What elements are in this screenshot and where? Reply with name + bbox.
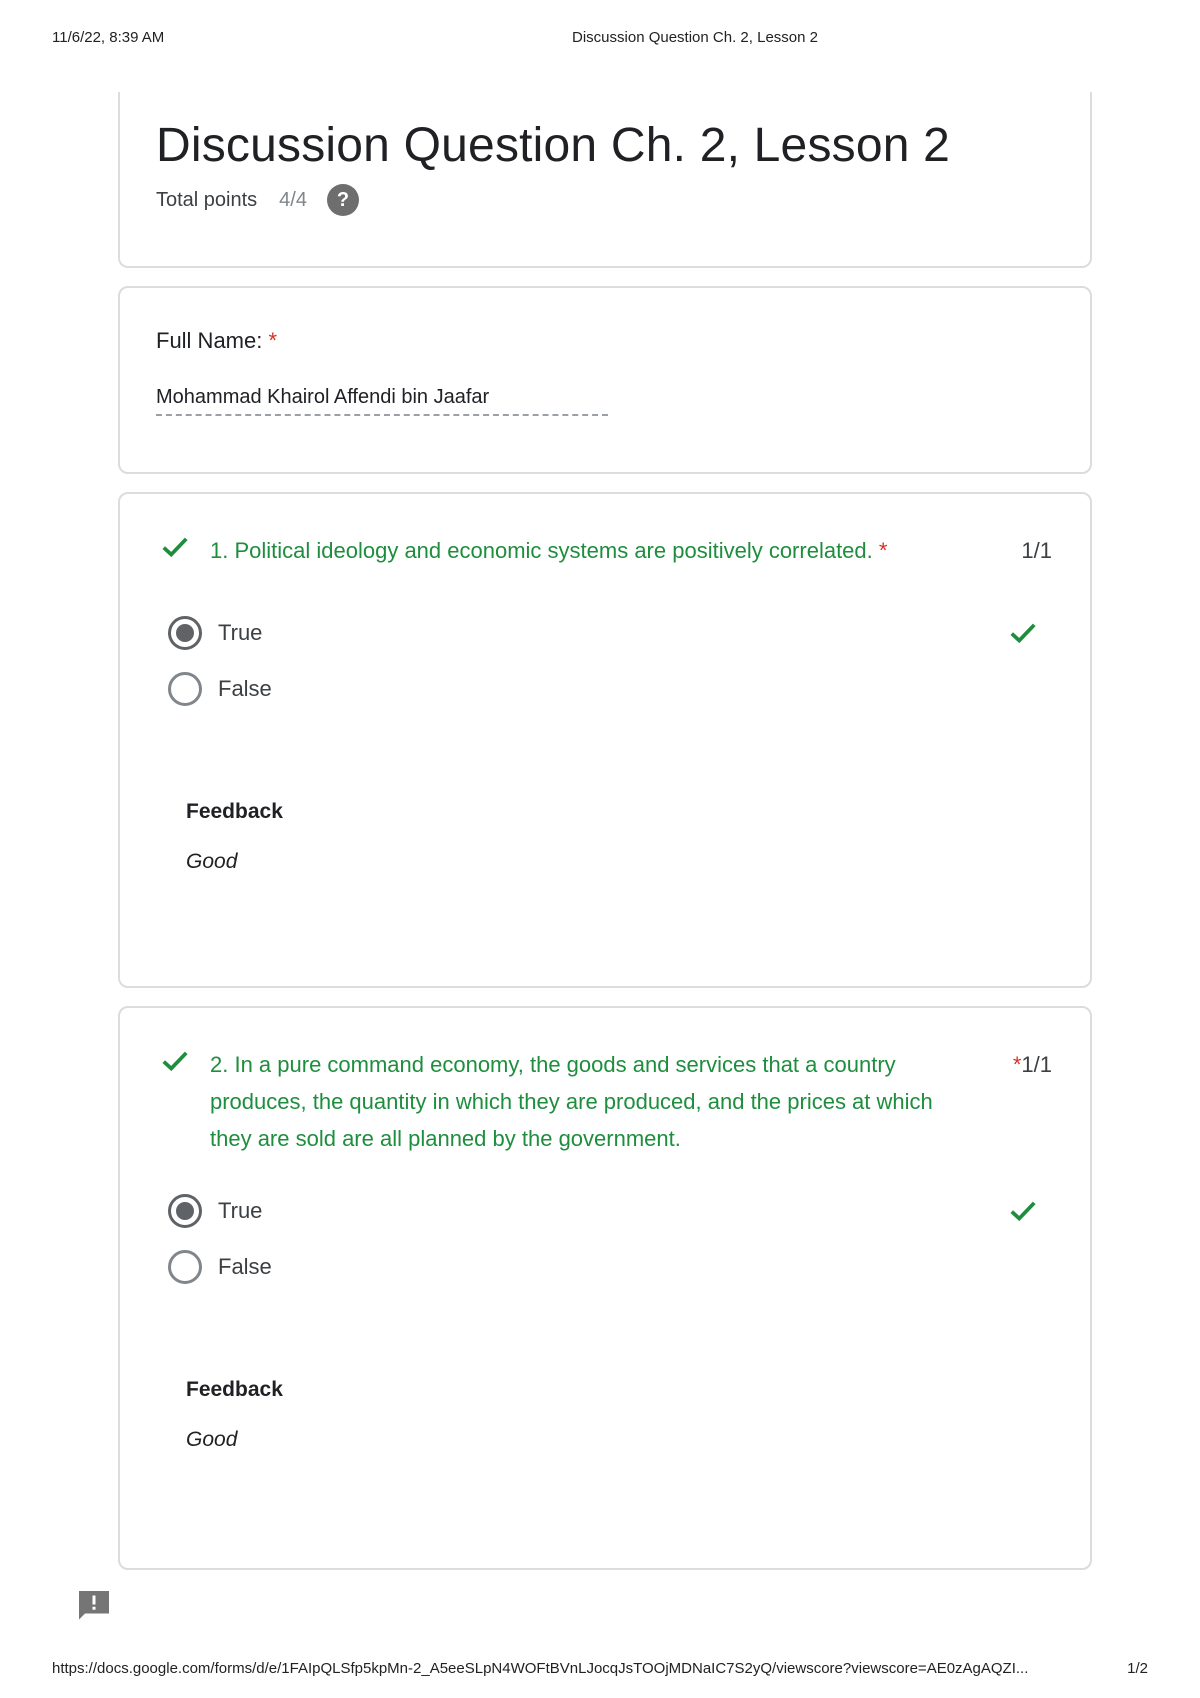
print-url: https://docs.google.com/forms/d/e/1FAIpQLSfp5kpMn-2_A5eeSLpN4WOFtBVnLJocqJsTOOjMDNaIC7S2yQ/viewscore?viewscore=AE0zAgAQZI... (52, 1660, 1029, 1677)
help-icon[interactable]: ? (327, 184, 359, 216)
option-true[interactable] (168, 1194, 262, 1228)
radio-unselected[interactable] (168, 672, 202, 706)
option-false[interactable] (168, 1250, 272, 1284)
total-points-row (156, 184, 359, 216)
option-true[interactable] (168, 616, 262, 650)
print-page-number: 1/2 (1127, 1660, 1148, 1677)
print-datetime: 11/6/22, 8:39 AM (52, 29, 165, 46)
question-card-1 (118, 492, 1092, 988)
report-issue-icon[interactable] (76, 1588, 112, 1624)
feedback-label: Feedback (186, 1378, 283, 1401)
total-points-label: Total points (156, 188, 258, 211)
option-label: False (218, 1254, 272, 1279)
feedback-label: Feedback (186, 800, 283, 823)
feedback-text: Good (186, 850, 238, 873)
required-mark: * (1012, 1052, 1022, 1077)
form-header-card (118, 92, 1092, 268)
feedback-text: Good (186, 1428, 238, 1451)
question-score-value: 1/1 (1021, 1052, 1052, 1077)
option-label: False (218, 676, 272, 701)
option-false[interactable] (168, 672, 272, 706)
option-label: True (218, 620, 263, 645)
question-text (210, 532, 970, 569)
radio-unselected[interactable] (168, 1250, 202, 1284)
full-name-label-text: Full Name: (156, 328, 263, 353)
question-score: 1/1 (1021, 538, 1052, 563)
radio-selected[interactable] (168, 1194, 202, 1228)
correct-answer-check-icon (1006, 1196, 1040, 1226)
radio-selected[interactable] (168, 616, 202, 650)
correct-check-icon (158, 532, 192, 562)
full-name-label (156, 328, 277, 354)
correct-answer-check-icon (1006, 618, 1040, 648)
form-title: Discussion Question Ch. 2, Lesson 2 (156, 119, 951, 172)
required-mark: * (268, 328, 278, 353)
required-mark: * (878, 538, 888, 563)
full-name-underline (156, 414, 608, 416)
full-name-card (118, 286, 1092, 474)
question-text (210, 1046, 970, 1157)
question-score (1013, 1046, 1052, 1083)
print-page-title: Discussion Question Ch. 2, Lesson 2 (572, 29, 818, 46)
correct-check-icon (158, 1046, 192, 1076)
question-text-body: 1. Political ideology and economic systems are positively correlated. (210, 538, 873, 563)
question-text-body: 2. In a pure command economy, the goods and services that a country produces, the quantity in which they are produced, and the prices at which they are sold are all planned by the government. (210, 1052, 933, 1151)
question-card-2 (118, 1006, 1092, 1570)
total-points-value: 4/4 (279, 188, 307, 211)
full-name-value: Mohammad Khairol Affendi bin Jaafar (156, 386, 490, 408)
option-label: True (218, 1198, 263, 1223)
